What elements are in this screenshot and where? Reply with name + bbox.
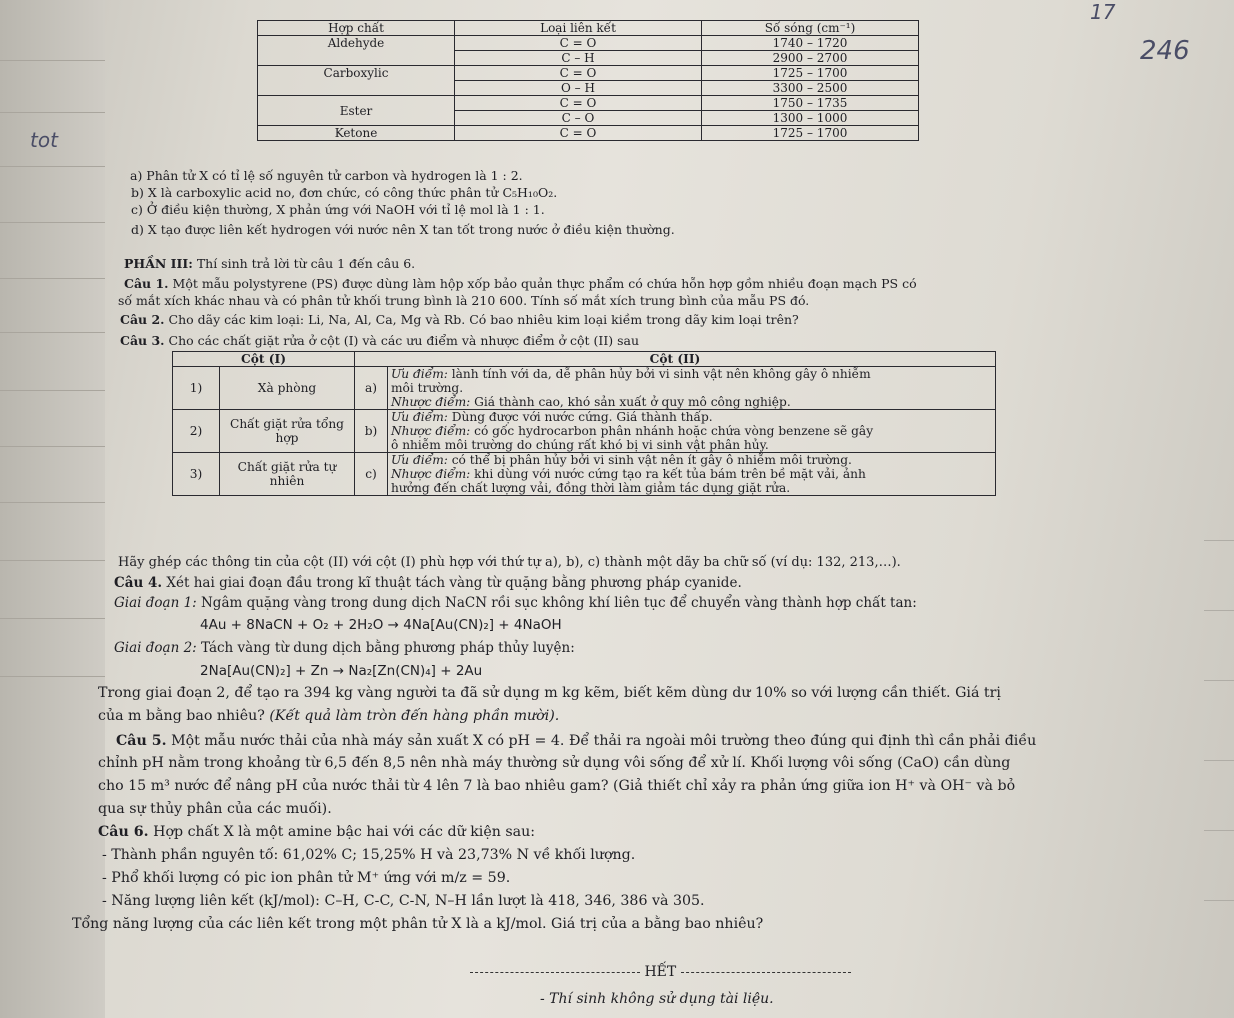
equation-2: 2Na[Au(CN)₂] + Zn → Na₂[Zn(CN)₄] + 2Au — [200, 663, 483, 679]
stage-text: Tách vàng từ dung dịch bằng phương pháp thủy luyện: — [196, 640, 575, 656]
statement-d: d) X tạo được liên kết hydrogen với nước nên X tan tốt trong nước ở điều kiện thường. — [131, 222, 675, 237]
header-cell: Loại liên kết — [455, 21, 702, 36]
disadvantage — [391, 395, 992, 409]
bond-cell: C = O — [455, 66, 702, 81]
stage-2 — [114, 639, 575, 657]
rounding-note: (Kết quả làm tròn đến hàng phần mười). — [269, 708, 560, 724]
statement-b: b) X là carboxylic acid no, đơn chức, có công thức phân tử C₅H₁₀O₂. — [131, 185, 558, 200]
end-marker — [470, 963, 851, 981]
table-row — [173, 367, 996, 410]
disadvantage-text: khi dùng với nước cứng tạo ra kết tủa bám trên bề mặt vải, ảnh — [470, 467, 866, 481]
question-label: Câu 4. — [114, 575, 163, 591]
disadvantage-label: Nhược điểm: — [391, 467, 471, 481]
advantage-text: có thể bị phân hủy bởi vi sinh vật nên ít gây ô nhiễm môi trường. — [447, 453, 852, 467]
detergent-name: Chất giặt rửa tổng hợp — [220, 410, 355, 453]
question-4 — [114, 574, 742, 592]
part-instruction: Thí sinh trả lời từ câu 1 đến câu 6. — [192, 256, 416, 271]
question-label: Câu 5. — [116, 733, 167, 749]
advantage — [391, 453, 992, 467]
ruled-line — [0, 560, 105, 561]
question-label: Câu 6. — [98, 824, 149, 840]
compound-cell: Ester — [258, 96, 455, 126]
advantage — [391, 410, 992, 424]
table-row — [258, 126, 919, 141]
question-1-line2: số mắt xích khác nhau và có phân tử khối trung bình là 210 600. Tính số mắt xích trung bình của mẫu PS đó. — [118, 293, 810, 308]
question-1 — [124, 276, 917, 291]
ruled-line — [1204, 760, 1234, 761]
ruled-line — [1204, 680, 1234, 681]
handwritten-note: 17 — [1090, 0, 1116, 24]
row-letter: a) — [355, 367, 388, 410]
ruled-line — [0, 502, 105, 503]
detergent-name: Xà phòng — [220, 367, 355, 410]
question-3-instruction: Hãy ghép các thông tin của cột (II) với cột (I) phù hợp với thứ tự a), b), c) thành một dãy ba chữ số (ví dụ: 132, 213,…). — [118, 555, 901, 570]
question-6 — [98, 823, 535, 841]
ruled-line — [0, 390, 105, 391]
question-6-bullet: - Thành phần nguyên tố: 61,02% C; 15,25% H và 23,73% N về khối lượng. — [102, 847, 636, 863]
table-header — [258, 21, 919, 36]
ruled-line — [0, 676, 105, 677]
wavenumber-cell: 1750 – 1735 — [702, 96, 919, 111]
advantage — [391, 367, 992, 381]
stage-text: Ngâm quặng vàng trong dung dịch NaCN rồi sục không khí liên tục để chuyển vàng thành hợp chất tan: — [196, 595, 917, 611]
disadvantage-label: Nhược điểm: — [391, 395, 471, 409]
ruled-line — [1204, 610, 1234, 611]
ruled-line — [0, 166, 105, 167]
advantage-text: lành tính với da, dễ phân hủy bởi vi sinh vật nên không gây ô nhiễm — [447, 367, 871, 381]
advantage-text: Dùng được với nước cứng. Giá thành thấp. — [447, 410, 713, 424]
wavenumber-cell: 1740 – 1720 — [702, 36, 919, 51]
question-4-body-2 — [98, 707, 559, 725]
part-heading — [124, 256, 415, 271]
stage-label: Giai đoạn 1: — [114, 595, 197, 611]
ruled-line — [0, 446, 105, 447]
ruled-line — [1204, 830, 1234, 831]
table-row — [258, 36, 919, 51]
row-number: 1) — [173, 367, 220, 410]
pros-cons-cell — [388, 367, 996, 410]
detergent-name: Chất giặt rửa tự nhiên — [220, 453, 355, 496]
table-row — [173, 453, 996, 496]
equation-1: 4Au + 8NaCN + O₂ + 2H₂O → 4Na[Au(CN)₂] + 4NaOH — [200, 617, 562, 633]
disadvantage-label: Nhược điểm: — [391, 424, 471, 438]
wavenumber-cell: 1725 – 1700 — [702, 126, 919, 141]
ruled-line — [1204, 900, 1234, 901]
question-label: Câu 2. — [120, 312, 165, 327]
stage-label: Giai đoạn 2: — [114, 640, 197, 656]
footer-note: - Thí sinh không sử dụng tài liệu. — [540, 991, 774, 1007]
disadvantage-cont: hưởng đến chất lượng vải, đồng thời làm giảm tác dụng giặt rửa. — [391, 481, 791, 495]
question-2 — [120, 312, 799, 327]
question-text: của m bằng bao nhiêu? — [98, 708, 270, 724]
question-text: Một mẫu polystyrene (PS) được dùng làm hộp xốp bảo quản thực phẩm có chứa hỗn hợp gồm nhiều đoạn mạch PS có — [168, 276, 917, 291]
disadvantage-text: có gốc hydrocarbon phân nhánh hoặc chứa vòng benzene sẽ gây — [470, 424, 874, 438]
question-text: Xét hai giai đoạn đầu trong kĩ thuật tách vàng từ quặng bằng phương pháp cyanide. — [162, 575, 742, 591]
compound-cell: Carboxylic — [258, 66, 455, 96]
advantage-label: Ưu điểm: — [391, 410, 448, 424]
wavenumber-cell: 1725 – 1700 — [702, 66, 919, 81]
disadvantage-text: Giá thành cao, khó sản xuất ở quy mô công nghiệp. — [470, 395, 791, 409]
ruled-line — [0, 278, 105, 279]
handwritten-note: tot — [30, 128, 58, 152]
question-5-line4: qua sự thủy phân của các muối). — [98, 801, 332, 817]
stage-1 — [114, 594, 917, 612]
question-label: Câu 1. — [124, 276, 169, 291]
table-row — [258, 96, 919, 111]
question-text: Hợp chất X là một amine bậc hai với các dữ kiện sau: — [148, 824, 536, 840]
divider — [681, 972, 851, 973]
disadvantage-cont: ô nhiễm môi trường do chúng rất khó bị vi sinh vật phân hủy. — [391, 438, 769, 452]
disadvantage — [391, 467, 992, 481]
table-row — [173, 410, 996, 453]
bond-cell: C – H — [455, 51, 702, 66]
ruled-line — [1204, 540, 1234, 541]
wavenumber-cell: 3300 – 2500 — [702, 81, 919, 96]
header-cell: Hợp chất — [258, 21, 455, 36]
ruled-line — [0, 618, 105, 619]
ruled-line — [0, 332, 105, 333]
ruled-line — [0, 222, 105, 223]
question-text: Cho các chất giặt rửa ở cột (I) và các ưu điểm và nhược điểm ở cột (II) sau — [164, 333, 640, 348]
ruled-line — [0, 112, 105, 113]
divider — [470, 972, 640, 973]
pros-cons-cell — [388, 410, 996, 453]
row-letter: b) — [355, 410, 388, 453]
wavenumber-cell: 1300 – 1000 — [702, 111, 919, 126]
handwritten-note: 246 — [1140, 36, 1190, 66]
bond-cell: C = O — [455, 36, 702, 51]
question-4-body: Trong giai đoạn 2, để tạo ra 394 kg vàng người ta đã sử dụng m kg kẽm, biết kẽm dùng dư 10% so với lượng cần thiết. Giá trị — [98, 685, 1001, 701]
question-5-line2: chỉnh pH nằm trong khoảng từ 6,5 đến 8,5 nên nhà máy thường sử dụng vôi sống để xử lí. Khối lượng vôi sống (CaO) cần dùng — [98, 755, 1011, 771]
question-6-bullet: - Phổ khối lượng có pic ion phân tử M⁺ ứng với m/z = 59. — [102, 870, 511, 886]
question-label: Câu 3. — [120, 333, 165, 348]
question-3 — [120, 333, 639, 348]
advantage-label: Ưu điểm: — [391, 453, 448, 467]
bond-cell: O – H — [455, 81, 702, 96]
ruled-line — [0, 60, 105, 61]
statement-a: a) Phân tử X có tỉ lệ số nguyên tử carbon và hydrogen là 1 : 2. — [130, 168, 523, 183]
question-text: Một mẫu nước thải của nhà máy sản xuất X có pH = 4. Để thải ra ngoài môi trường theo đúng qui định thì cần phải điều — [166, 733, 1037, 749]
row-number: 3) — [173, 453, 220, 496]
end-text: HẾT — [644, 964, 677, 980]
header-cell: Cột (II) — [355, 352, 996, 367]
compound-cell: Aldehyde — [258, 36, 455, 66]
question-text: Cho dãy các kim loại: Li, Na, Al, Ca, Mg và Rb. Có bao nhiêu kim loại kiềm trong dãy kim loại trên? — [164, 312, 799, 327]
statement-c: c) Ở điều kiện thường, X phản ứng với NaOH với tỉ lệ mol là 1 : 1. — [131, 202, 545, 217]
header-cell: Số sóng (cm⁻¹) — [702, 21, 919, 36]
question-6-final: Tổng năng lượng của các liên kết trong một phân tử X là a kJ/mol. Giá trị của a bằng bao nhiêu? — [72, 916, 764, 932]
table-header — [173, 352, 996, 367]
ir-table — [257, 20, 919, 141]
table-row — [258, 66, 919, 81]
header-cell: Cột (I) — [173, 352, 355, 367]
question-6-bullet: - Năng lượng liên kết (kJ/mol): C–H, C-C, C-N, N–H lần lượt là 418, 346, 386 và 305. — [102, 893, 705, 909]
bond-cell: C = O — [455, 96, 702, 111]
notebook-left-page — [0, 0, 105, 1018]
bond-cell: C – O — [455, 111, 702, 126]
row-number: 2) — [173, 410, 220, 453]
row-letter: c) — [355, 453, 388, 496]
detergent-table — [172, 351, 996, 496]
compound-cell: Ketone — [258, 126, 455, 141]
wavenumber-cell: 2900 – 2700 — [702, 51, 919, 66]
advantage-label: Ưu điểm: — [391, 367, 448, 381]
question-5-line3: cho 15 m³ nước để nâng pH của nước thải từ 4 lên 7 là bao nhiêu gam? (Giả thiết chỉ xảy ra phản ứng giữa ion H⁺ và OH⁻ và bỏ — [98, 778, 1016, 794]
advantage-cont: môi trường. — [391, 381, 464, 395]
pros-cons-cell — [388, 453, 996, 496]
question-5 — [116, 732, 1036, 750]
disadvantage — [391, 424, 992, 438]
bond-cell: C = O — [455, 126, 702, 141]
part-title: PHẦN III: — [124, 256, 193, 271]
